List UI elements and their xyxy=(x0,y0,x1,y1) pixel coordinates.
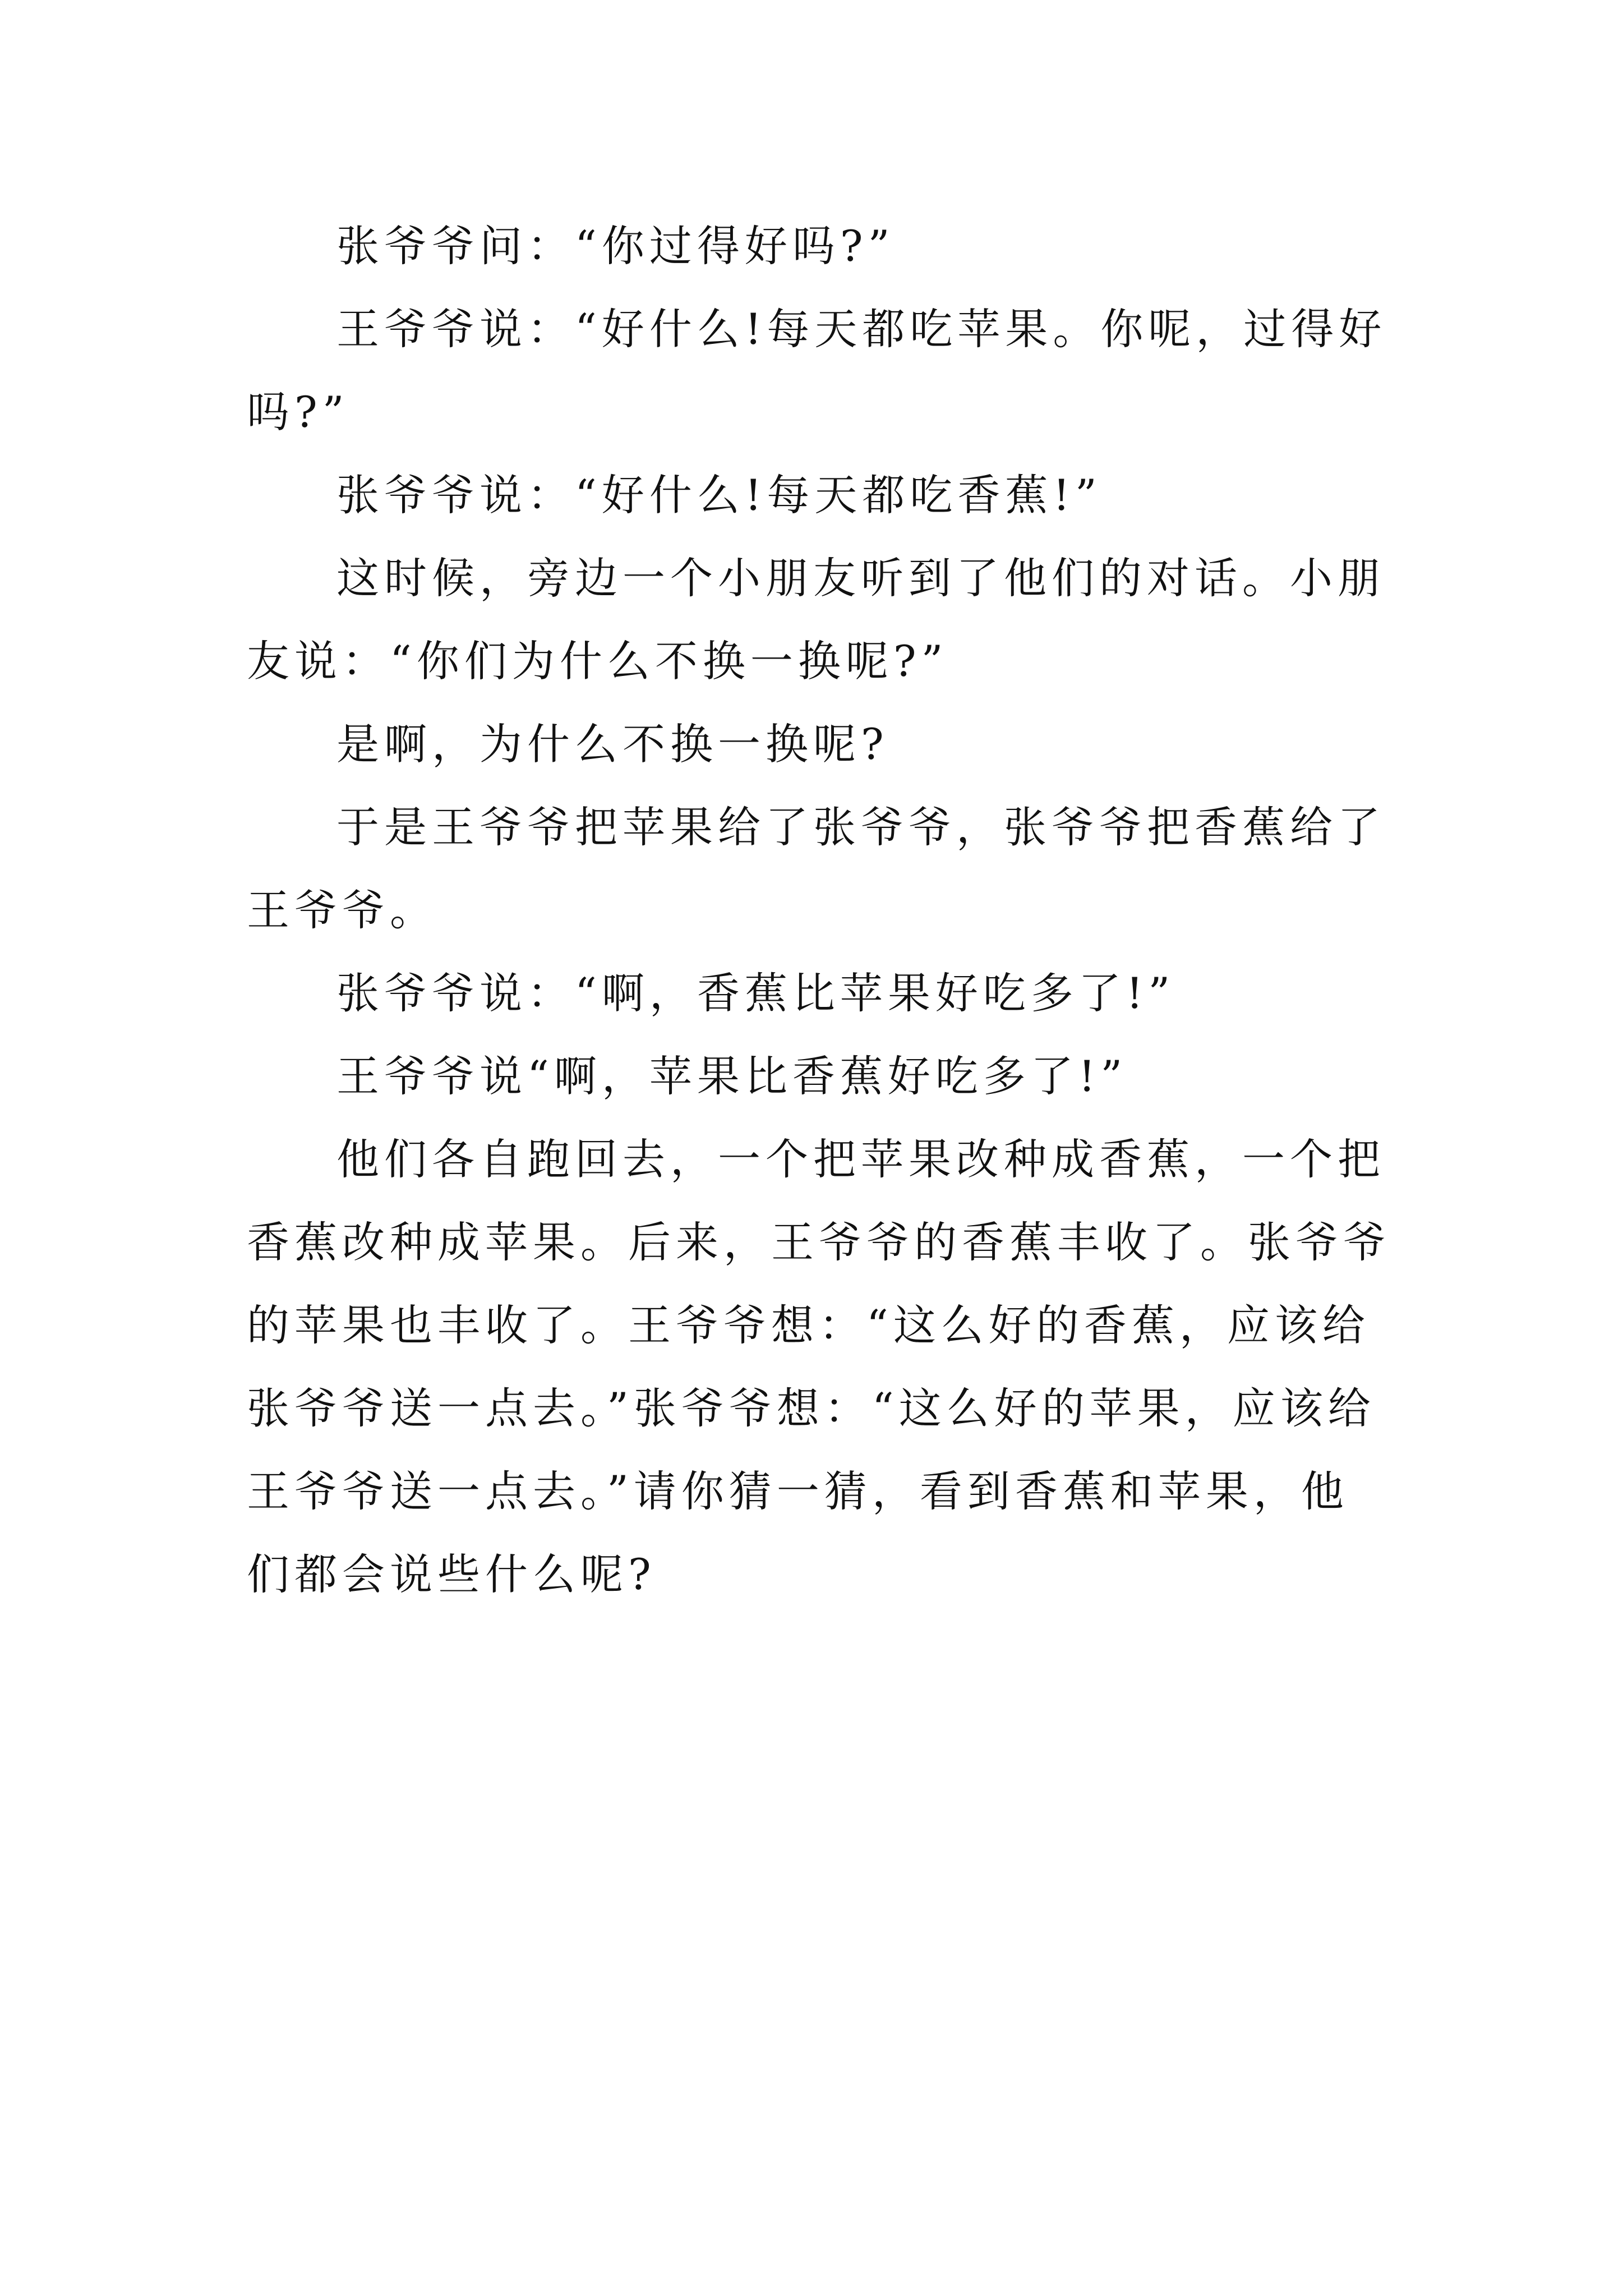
paragraph-4: 这时候，旁边一个小朋友听到了他们的对话。小朋友说：“你们为什么不换一换呢?” xyxy=(247,553,1385,686)
paragraph-8: 王爷爷说“啊，苹果比香蕉好吃多了!” xyxy=(336,1051,1128,1101)
paragraph-7: 张爷爷说：“啊，香蕉比苹果好吃多了!” xyxy=(336,968,1175,1018)
paragraph-5: 是啊，为什么不换一换呢? xyxy=(336,719,889,769)
paragraph-2: 王爷爷说：“好什么!每天都吃苹果。你呢，过得好吗?” xyxy=(247,304,1387,437)
paragraph-1: 张爷爷问：“你过得好吗?” xyxy=(336,221,895,271)
paragraph-9: 他们各自跑回去，一个把苹果改种成香蕉，一个把香蕉改种成苹果。后来，王爷爷的香蕉丰收了。张爷爷的苹果也丰收了。王爷爷想：“这么好的香蕉，应该给张爷爷送一点去。”张爷爷想：“这么好的苹果，应该给王爷爷送一点去。”请你猜一猜，看到香蕉和苹果，他们都会说些什么呢? xyxy=(247,1134,1391,1599)
paragraph-6: 于是王爷爷把苹果给了张爷爷，张爷爷把香蕉给了王爷爷。 xyxy=(247,802,1385,935)
paragraph-3: 张爷爷说：“好什么!每天都吃香蕉!” xyxy=(336,470,1102,520)
story-text xyxy=(247,205,1391,1616)
